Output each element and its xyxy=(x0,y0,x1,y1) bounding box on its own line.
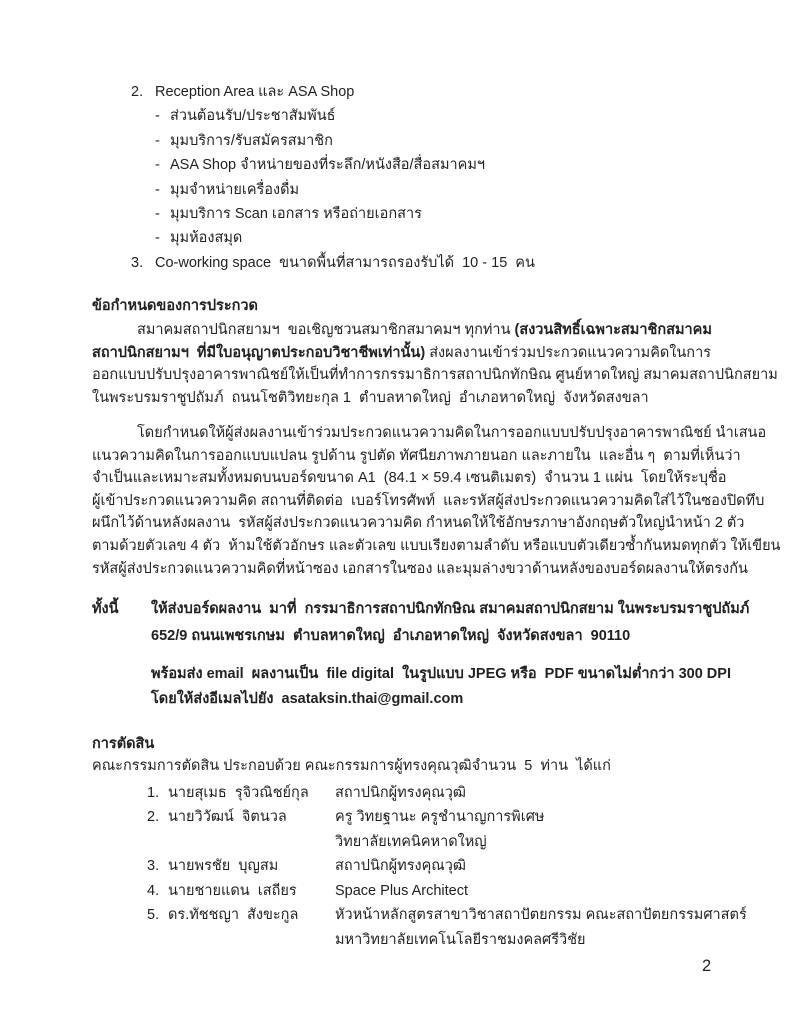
submission-address xyxy=(92,596,749,649)
sub-item xyxy=(131,129,535,153)
submission-email xyxy=(92,662,749,712)
dash-bullet: - xyxy=(155,206,160,223)
list-item-number: 3. xyxy=(131,254,144,271)
sub-item xyxy=(131,153,535,177)
contest-terms-heading: ข้อกำหนดของการประกวด xyxy=(92,298,258,314)
list-item-3 xyxy=(131,251,535,275)
paragraph-line: ผนึกไว้ด้านหลังผลงาน รหัสผู้ส่งประกวดแนวความคิด กำหนดให้ใช้อักษรภาษาอังกฤษตัวใหญ่นำหน้า 2 ตัว xyxy=(92,515,745,532)
paragraph-line: ตามด้วยตัวเลข 4 ตัว ห้ามใช้ตัวอักษร และตัวเลข แบบเรียงตามลำดับ หรือแบบตัวเดียวซ้ำกันหมดทุกตัว ให้เขียน xyxy=(92,537,781,554)
paragraph-line: ออกแบบปรับปรุงอาคารพาณิชย์ให้เป็นที่ทำการกรรมาธิการสถาปนิกทักษิณ ศูนย์หาดใหญ่ สมาคมสถาปนิกสยาม xyxy=(92,367,778,384)
dash-bullet: - xyxy=(155,132,160,149)
terms-paragraph-1 xyxy=(92,319,778,409)
judge-role: Space Plus Architect xyxy=(335,882,468,899)
judging-heading: การตัดสิน xyxy=(92,736,155,752)
judging-intro: คณะกรรมการตัดสิน ประกอบด้วย คณะกรรมการผู้ทรงคุณวุฒิจำนวน 5 ท่าน ได้แก่ xyxy=(92,758,611,774)
judge-roles xyxy=(335,805,747,854)
judge-role: หัวหน้าหลักสูตรสาขาวิชาสถาปัตยกรรม คณะสถาปัตยกรรมศาสตร์ xyxy=(335,907,747,924)
sub-item-text: ASA Shop จำหน่ายของที่ระลึก/หนังสือ/สื่อสมาคมฯ xyxy=(170,157,486,174)
judge-roles xyxy=(335,903,747,952)
paragraph-line: โดยกำหนดให้ผู้ส่งผลงานเข้าร่วมประกวดแนวความคิดในการออกแบบปรับปรุงอาคารพาณิชย์ นำเสนอ xyxy=(137,425,767,441)
judge-row xyxy=(147,781,747,806)
facilities-list xyxy=(131,80,535,275)
paragraph-line: แนวความคิดในการออกแบบแปลน รูปด้าน รูปตัด ทัศนียภาพภายนอก และภายใน และอื่น ๆ ตามที่เห็นว่า xyxy=(92,447,741,464)
judge-row xyxy=(147,903,747,952)
email-line: โดยให้ส่งอีเมลไปยัง asataksin.thai@gmail.com xyxy=(151,691,464,707)
judge-number: 3. xyxy=(147,858,160,875)
judge-role: วิทยาลัยเทคนิคหาดใหญ่ xyxy=(335,833,487,850)
judge-roles xyxy=(335,854,747,879)
sub-item-text: ส่วนต้อนรับ/ประชาสัมพันธ์ xyxy=(170,108,336,125)
list-item-number: 2. xyxy=(131,84,144,100)
paragraph-line xyxy=(92,319,778,342)
sub-item-text: มุมจำหน่ายเครื่องดื่ม xyxy=(170,181,300,198)
sub-item xyxy=(131,104,535,128)
judge-name: ดร.ทัชชญา สังขะกูล xyxy=(168,907,299,924)
page-number: 2 xyxy=(702,957,712,975)
text-bold: (สงวนสิทธิ์เฉพาะสมาชิกสมาคม xyxy=(514,322,712,338)
judge-name: นายสุเมธ รุจิวณิชย์กุล xyxy=(168,784,309,801)
address-line: 652/9 ถนนเพชรเกษม ตำบลหาดใหญ่ อำเภอหาดใหญ่ จังหวัดสงขลา 90110 xyxy=(151,627,631,644)
dash-bullet: - xyxy=(155,181,160,198)
sub-item-text: มุมห้องสมุด xyxy=(170,230,243,247)
submission-label: ทั้งนี้ xyxy=(92,601,119,617)
judge-row xyxy=(147,879,747,904)
sub-item xyxy=(131,226,535,250)
dash-bullet: - xyxy=(155,108,160,125)
submission-note xyxy=(92,596,749,712)
judge-roles xyxy=(335,781,747,806)
judging-section xyxy=(92,733,747,952)
list-item-2 xyxy=(131,80,535,104)
paragraph-line: ในพระบรมราชูปถัมภ์ ถนนโชติวิทยะกุล 1 ตำบลหาดใหญ่ อำเภอหาดใหญ่ จังหวัดสงขลา xyxy=(92,389,649,406)
judge-number: 2. xyxy=(147,809,160,826)
paragraph-line: รหัสผู้ส่งประกวดแนวความคิดที่หน้าซอง เอกสารในซอง และมุมล่างขวาด้านหลังของบอร์ดผลงานให้ตรงกัน xyxy=(92,560,748,577)
judge-role: ครู วิทยฐานะ ครูชำนาญการพิเศษ xyxy=(335,809,545,826)
judge-roles xyxy=(335,879,747,904)
dash-bullet: - xyxy=(155,157,160,174)
paragraph-line: ผู้เข้าประกวดแนวความคิด สถานที่ติดต่อ เบอร์โทรศัพท์ และรหัสผู้ส่งประกวดแนวความคิดใส่ไว้ในซองปิดทึบ xyxy=(92,492,765,509)
sub-item xyxy=(131,202,535,226)
judge-role: มหาวิทยาลัยเทคโนโลยีราชมงคลศรีวิชัย xyxy=(335,931,586,948)
text-normal: สมาคมสถาปนิกสยามฯ ขอเชิญชวนสมาชิกสมาคมฯ ทุกท่าน xyxy=(137,322,515,338)
judges-list xyxy=(92,781,747,953)
sub-item xyxy=(131,178,535,202)
text-bold: สถาปนิกสยามฯ ที่มีใบอนุญาตประกอบวิชาชีพเท่านั้น) xyxy=(92,344,430,361)
list-item-title: Reception Area และ ASA Shop xyxy=(155,84,355,100)
judge-number: 1. xyxy=(147,784,160,801)
judge-number: 4. xyxy=(147,882,160,899)
text-normal: ส่งผลงานเข้าร่วมประกวดแนวความคิดในการ xyxy=(429,344,712,361)
address-block xyxy=(151,596,749,649)
email-line: พร้อมส่ง email ผลงานเป็น file digital ในรูปแบบ JPEG หรือ PDF ขนาดไม่ต่ำกว่า 300 DPI xyxy=(151,666,731,682)
paragraph-line xyxy=(92,342,778,365)
spacer xyxy=(92,662,151,712)
terms-paragraph-2 xyxy=(92,422,780,580)
address-line: ให้ส่งบอร์ดผลงาน มาที่ กรรมาธิการสถาปนิกทักษิณ สมาคมสถาปนิกสยาม ในพระบรมราชูปถัมภ์ xyxy=(151,601,750,617)
judge-name: นายพรชัย บุญสม xyxy=(168,858,279,875)
judge-role: สถาปนิกผู้ทรงคุณวุฒิ xyxy=(335,858,466,875)
sub-item-text: มุมบริการ Scan เอกสาร หรือถ่ายเอกสาร xyxy=(170,206,422,223)
judge-row xyxy=(147,805,747,854)
paragraph-line: จำเป็นและเหมาะสมทั้งหมดบนบอร์ดขนาด A1 (84.1 × 59.4 เซนติเมตร) จำนวน 1 แผ่น โดยให้ระบุชื่อ xyxy=(92,470,727,487)
judge-name: นายวิวัฒน์ จิตนวล xyxy=(168,809,287,826)
dash-bullet: - xyxy=(155,230,160,247)
judge-number: 5. xyxy=(147,907,160,924)
judge-row xyxy=(147,854,747,879)
sub-item-text: มุมบริการ/รับสมัครสมาชิก xyxy=(170,132,333,149)
judge-role: สถาปนิกผู้ทรงคุณวุฒิ xyxy=(335,784,466,801)
list-item-text: Co-working space ขนาดพื้นที่สามารถรองรับได้ 10 - 15 คน xyxy=(155,254,535,271)
email-block xyxy=(151,662,731,712)
judge-name: นายชายแดน เสถียร xyxy=(168,882,297,899)
